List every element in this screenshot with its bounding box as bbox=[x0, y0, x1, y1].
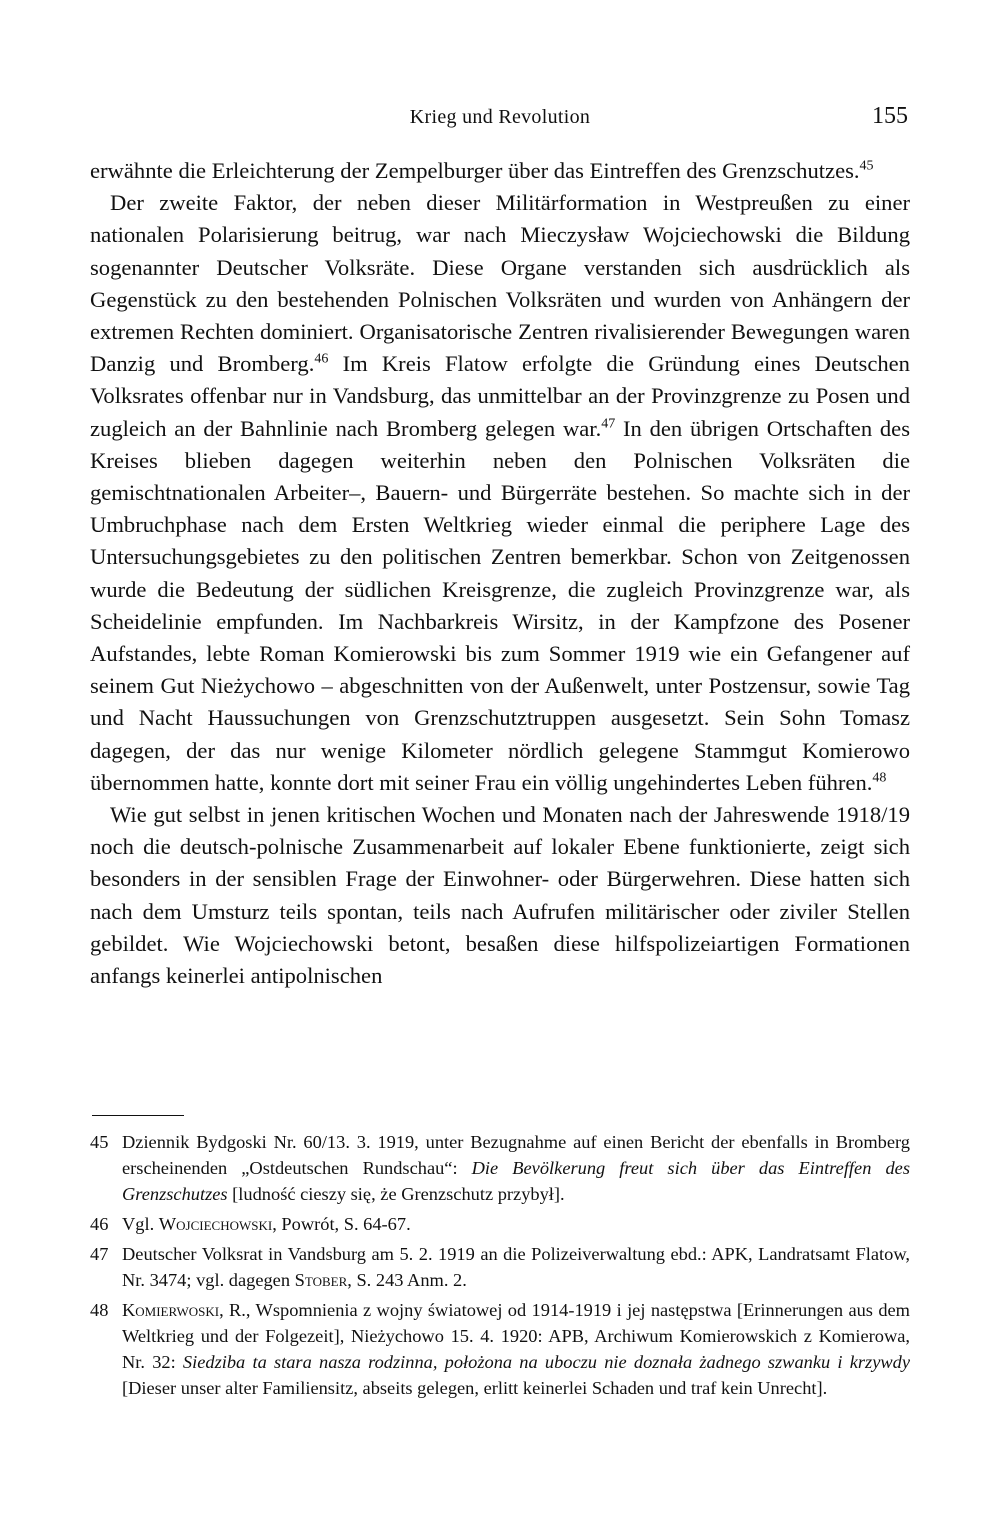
footnote-quote: Die Bevölkerung freut sich über das Eintreffen des Grenzschutzes bbox=[122, 1158, 910, 1204]
footnote-number: 45 bbox=[90, 1132, 109, 1152]
footnote-45 bbox=[90, 1129, 910, 1207]
footnote-ref-48[interactable]: 48 bbox=[872, 770, 887, 786]
footnote-quote: Siedziba ta stara nasza rodzinna, położona na uboczu nie doznała żadnego szwanku i krzywdy bbox=[182, 1352, 910, 1372]
footnote-text: , S. 243 Anm. 2. bbox=[347, 1270, 467, 1290]
footnote-author: Komierwoski bbox=[122, 1300, 220, 1320]
footnote-text: Vgl. bbox=[122, 1214, 159, 1234]
paragraph-2-text-a: Der zweite Faktor, der neben dieser Militärformation in Westpreußen zu einer nationalen Polarisierung beitrug, war nach Mieczysław Wojciechowski die Bildung sogenannter Deutscher Volksräte. Diese Organe verstanden sich ausdrücklich als Gegenstück zu den bestehenden Polnischen Volksräten und wurden von Anhängern der extremen Rechten dominiert. Organisatorische Zentren rivalisierender Bewegungen waren Danzig und Bromberg. bbox=[90, 190, 910, 377]
footnote-text: Deutscher Volksrat in Vandsburg am 5. 2. 1919 an die Polizeiverwaltung ebd.: APK, Landratsamt Flatow, Nr. 3474; vgl. dagegen bbox=[122, 1244, 910, 1290]
footnote-48 bbox=[90, 1297, 910, 1401]
footnote-ref-46[interactable]: 46 bbox=[314, 351, 329, 367]
paragraph-3: Wie gut selbst in jenen kritischen Wochen und Monaten nach der Jahreswende 1918/19 noch die deutsch-polnische Zusammenarbeit auf lokaler Ebene funktionierte, zeigt sich besonders in der sensiblen Frage der Einwohner- oder Bürgerwehren. Diese hatten sich nach dem Umsturz teils spontan, teils nach Aufrufen militärischer oder ziviler Stellen gebildet. Wie Wojciechowski betont, besaßen diese hilfspolizeiartigen Formationen anfangs keinerlei antipolnischen bbox=[90, 802, 910, 989]
footnotes bbox=[90, 1129, 910, 1405]
footnote-number: 47 bbox=[90, 1244, 109, 1264]
footnote-separator bbox=[92, 1115, 184, 1116]
chapter-title: Krieg und Revolution bbox=[409, 106, 591, 128]
footnote-text: , R., Wspomnienia z wojny światowej od 1914-1919 i jej następstwa [Erinnerungen aus dem Weltkrieg und der Folgezeit], Nieżychowo 15. 4. 1920: APB, Archiwum Komierowskich z Komierowa, Nr. 32: bbox=[122, 1300, 910, 1372]
footnote-number: 48 bbox=[90, 1300, 109, 1320]
page-number: 155 bbox=[872, 103, 908, 129]
footnote-author: Stober bbox=[294, 1270, 348, 1290]
footnote-text: , Powrót, S. 64-67. bbox=[272, 1214, 411, 1234]
footnote-47 bbox=[90, 1241, 910, 1293]
footnote-46 bbox=[90, 1211, 910, 1237]
body-text bbox=[90, 155, 910, 992]
footnote-text: [ludność cieszy się, że Grenzschutz przybył]. bbox=[227, 1184, 565, 1204]
footnote-number: 46 bbox=[90, 1214, 109, 1234]
paragraph-2 bbox=[90, 187, 910, 799]
paragraph-1-text: erwähnte die Erleichterung der Zempelburger über das Eintreffen des Grenzschutzes. bbox=[90, 158, 860, 183]
paragraph-2-text-b: Im Kreis Flatow erfolgte die Gründung eines Deutschen Volksrates offenbar nur in Vandsburg, das unmittelbar an der Provinzgrenze zu Posen und zugleich an der Bahnlinie nach Bromberg gelegen war. bbox=[90, 351, 910, 441]
footnote-ref-45[interactable]: 45 bbox=[859, 158, 874, 174]
footnote-ref-47[interactable]: 47 bbox=[601, 415, 616, 431]
running-head bbox=[90, 103, 910, 136]
paragraph-2-text-c: In den übrigen Ortschaften des Kreises blieben dagegen weiterhin neben den Polnischen Volksräten die gemischtnationalen Arbeiter–, Bauern- und Bürgerräte bestehen. So machte sich in der Umbruchphase nach dem Ersten Weltkrieg wieder einmal die periphere Lage des Untersuchungsgebietes zu den politischen Zentren bemerkbar. Schon von Zeitgenossen wurde die Bedeutung der südlichen Kreisgrenze, die zugleich Provinzgrenze war, als Scheidelinie empfunden. Im Nachbarkreis Wirsitz, in der Kampfzone des Posener Aufstandes, lebte Roman Komierowski bis zum Sommer 1919 wie ein Gefangener auf seinem Gut Nieżychowo – abgeschnitten von der Außenwelt, unter Postzensur, sowie Tag und Nacht Haussuchungen von Grenzschutztruppen ausgesetzt. Sein Sohn Tomasz dagegen, der das nur wenige Kilometer nördlich gelegene Stammgut Komierowo übernommen hatte, konnte dort mit seiner Frau ein völlig ungehindertes Leben führen. bbox=[90, 415, 910, 795]
footnote-text: Dziennik Bydgoski Nr. 60/13. 3. 1919, unter Bezugnahme auf einen Bericht der ebenfalls in Bromberg erscheinenden „Ostdeutschen Rundschau“: bbox=[122, 1132, 910, 1178]
footnote-text: [Dieser unser alter Familiensitz, abseits gelegen, erlitt keinerlei Schaden und traf kein Unrecht]. bbox=[122, 1378, 828, 1398]
footnote-author: Wojciechowski bbox=[158, 1214, 273, 1234]
paragraph-1 bbox=[90, 155, 910, 187]
